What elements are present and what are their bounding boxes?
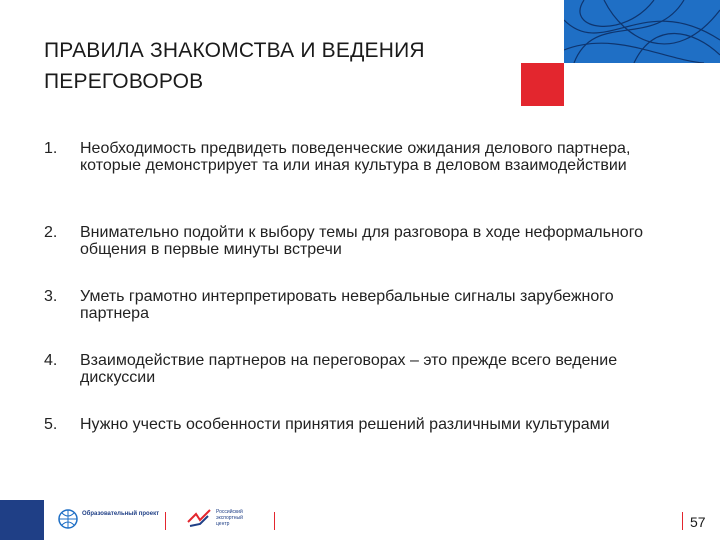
list-item-text: Нужно учесть особенности принятия решений различными культурами (80, 416, 610, 433)
globe-logo-icon (58, 509, 78, 529)
list-item-number: 5. (44, 416, 58, 433)
logo1-text: Образовательный проект (82, 511, 160, 517)
list-item-text: Необходимость предвидеть поведенческие ожидания делового партнера, которые демонстрирует та или иная культура в деловом взаимодействии (80, 140, 631, 174)
list-item-number: 2. (44, 224, 58, 241)
footer-separator (165, 512, 166, 530)
decorative-red-square (521, 63, 564, 106)
education-project-logo (58, 506, 168, 534)
list-item-number: 1. (44, 140, 58, 157)
page-number-separator (682, 512, 683, 530)
list-item-number: 4. (44, 352, 58, 369)
decorative-blue-pattern (564, 0, 720, 63)
footer-blue-block (0, 500, 44, 540)
slide-title: ПРАВИЛА ЗНАКОМСТВА И ВЕДЕНИЯ ПЕРЕГОВОРОВ (44, 39, 425, 93)
logo2-text: Российский экспортный центр (216, 509, 243, 527)
footer-separator (274, 512, 275, 530)
rec-logo-icon (186, 508, 214, 530)
page-number: 57 (690, 514, 706, 530)
list-item-text: Внимательно подойти к выбору темы для разговора в ходе неформального общения в первые минуты встречи (80, 224, 644, 258)
list-item-number: 3. (44, 288, 58, 305)
export-center-logo (186, 506, 276, 534)
list-item-text: Уметь грамотно интерпретировать невербальные сигналы зарубежного партнера (80, 288, 614, 322)
list-item-text: Взаимодействие партнеров на переговорах – это прежде всего ведение дискуссии (80, 352, 618, 386)
